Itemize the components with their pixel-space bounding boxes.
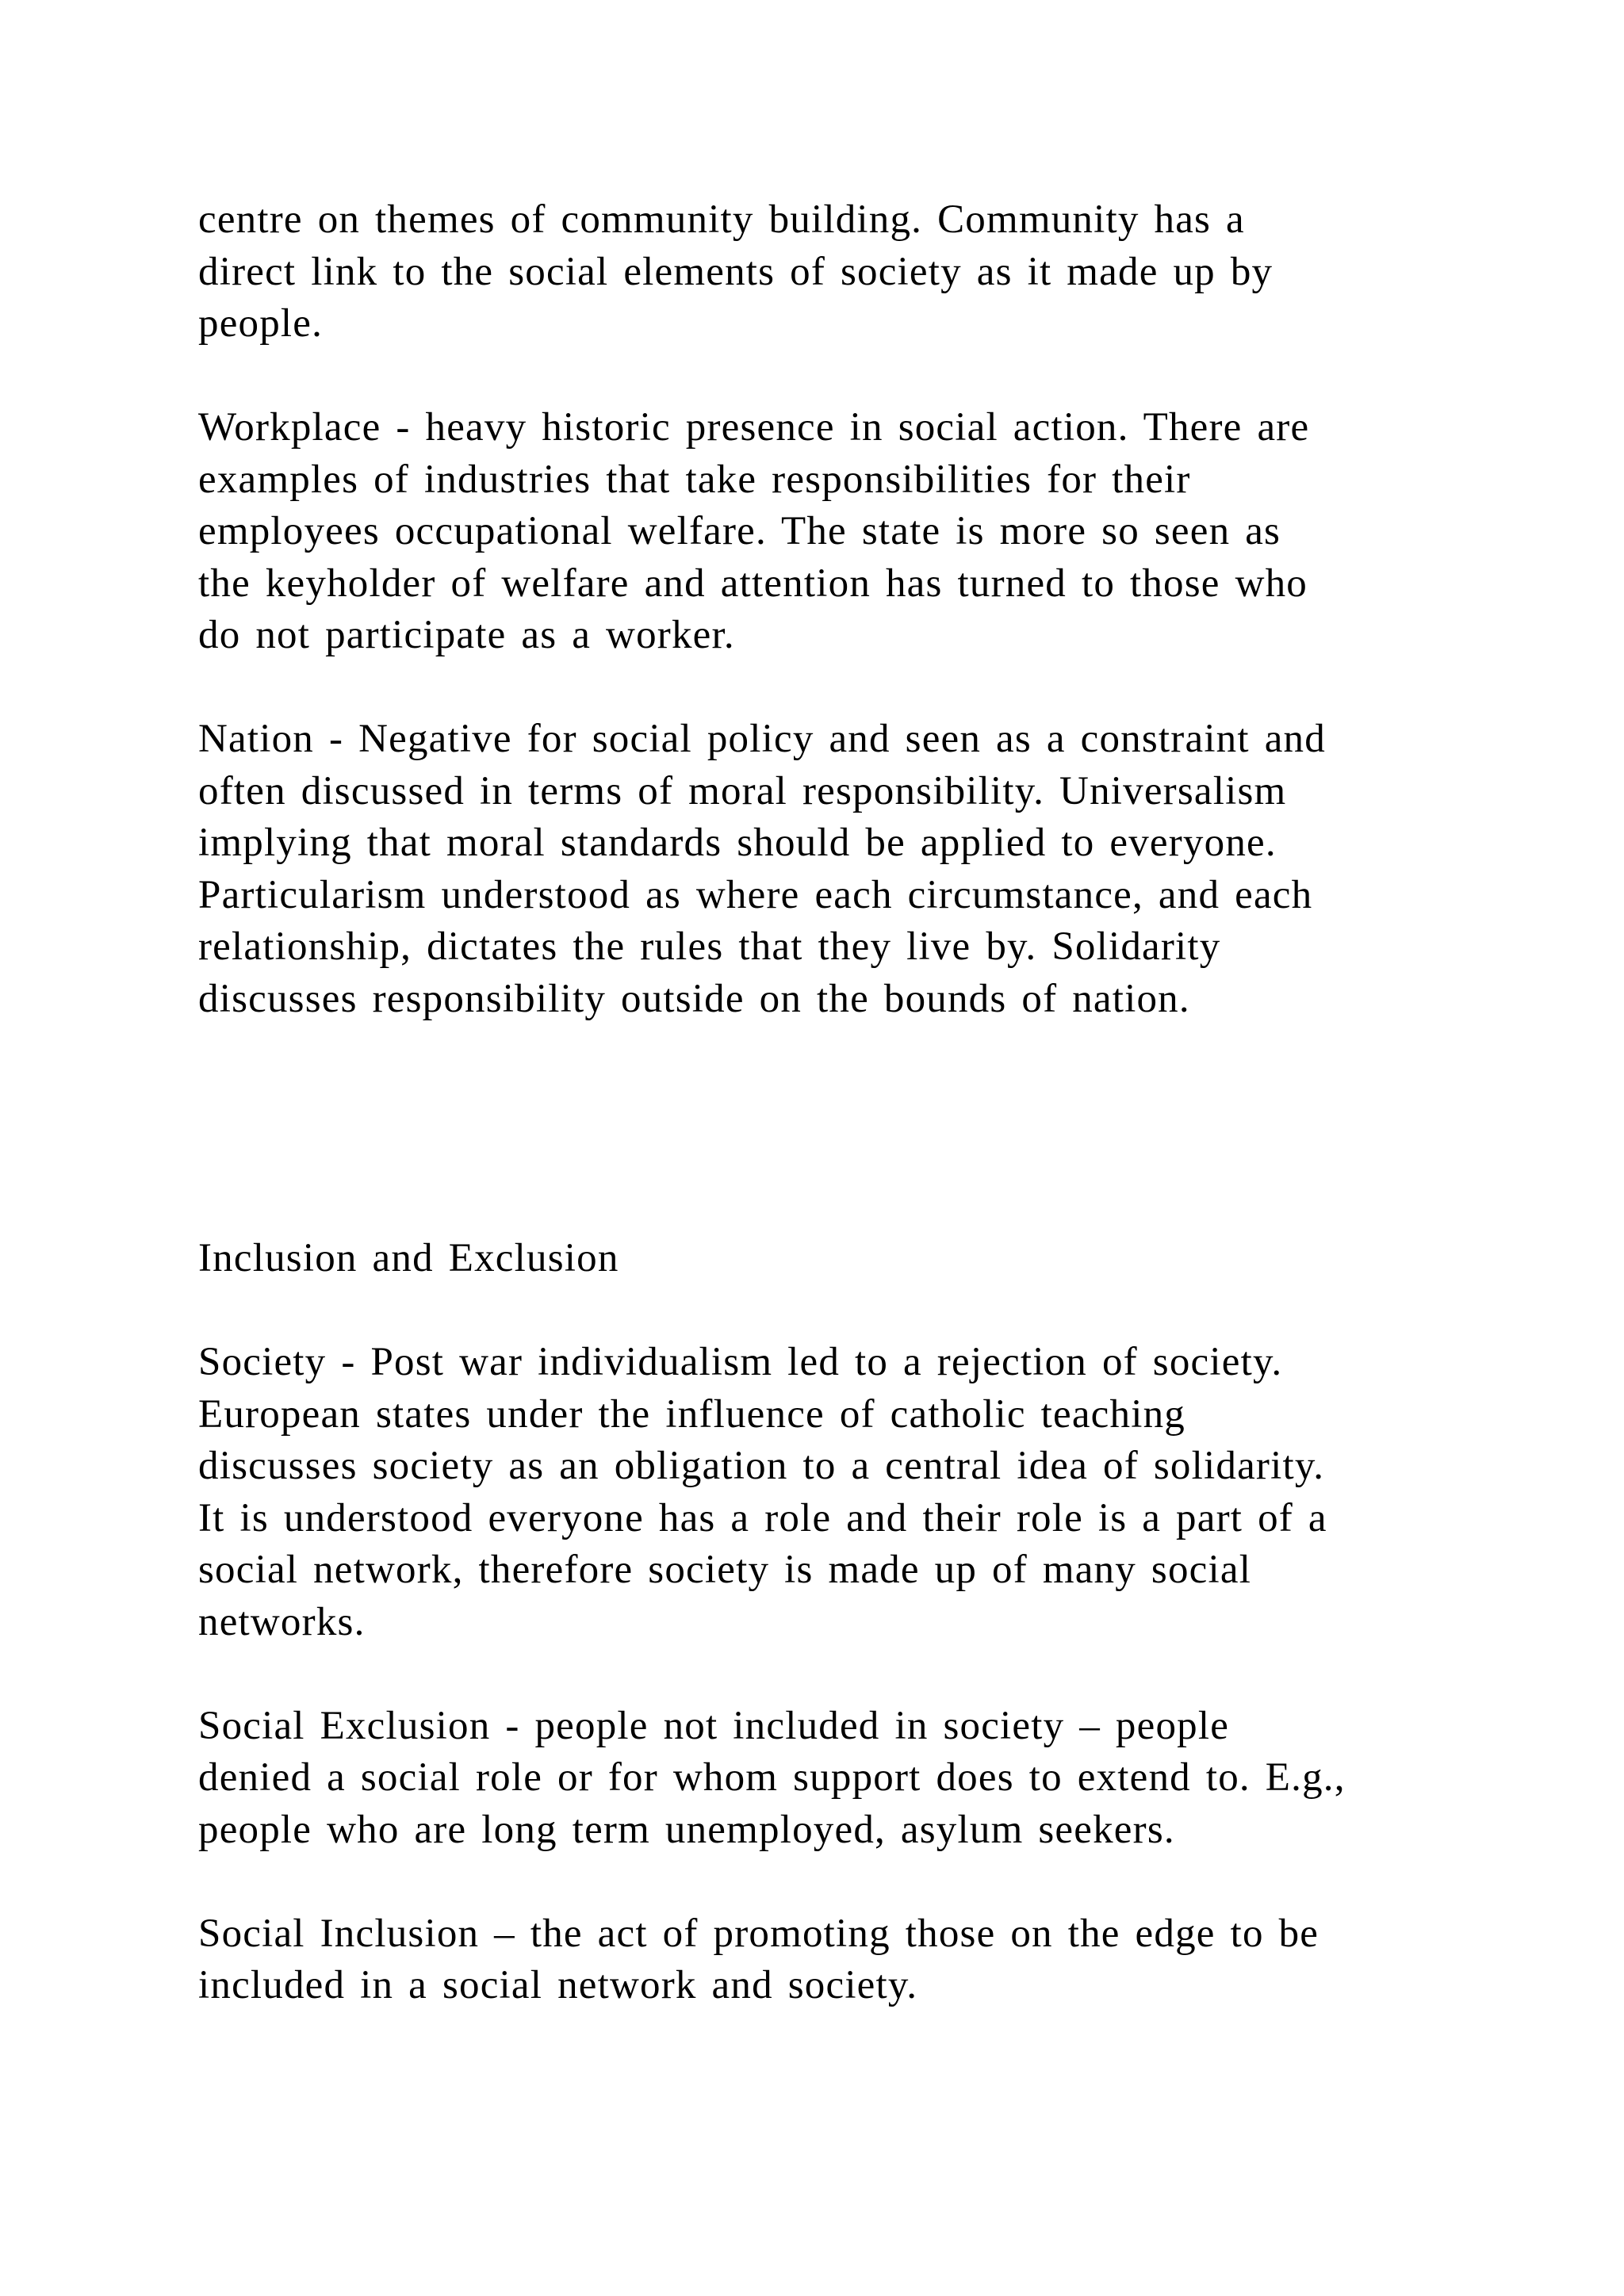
text-line: Particularism understood as where each circumstance, and each bbox=[198, 872, 1313, 917]
document-body bbox=[198, 194, 1435, 2064]
text-line: employees occupational welfare. The state is more so seen as bbox=[198, 509, 1281, 553]
text-line: Workplace - heavy historic presence in social action. There are bbox=[198, 405, 1310, 450]
text-line: often discussed in terms of moral responsibility. Universalism bbox=[198, 768, 1287, 813]
text-line: denied a social role or for whom support does to extend to. E.g., bbox=[198, 1755, 1346, 1800]
section-heading bbox=[198, 1233, 1435, 1285]
text-line: social network, therefore society is made up of many social bbox=[198, 1548, 1252, 1592]
text-line: discusses responsibility outside on the bounds of nation. bbox=[198, 976, 1190, 1021]
text-line: Social Exclusion - people not included in society – people bbox=[198, 1703, 1230, 1748]
text-line: relationship, dictates the rules that they live by. Solidarity bbox=[198, 924, 1221, 969]
text-line: do not participate as a worker. bbox=[198, 613, 735, 657]
text-line: implying that moral standards should be applied to everyone. bbox=[198, 821, 1277, 865]
text-line: European states under the influence of catholic teaching bbox=[198, 1391, 1185, 1437]
text-line: people who are long term unemployed, asylum seekers. bbox=[198, 1807, 1175, 1852]
paragraph-society bbox=[198, 1337, 1435, 1648]
text-line: Social Inclusion – the act of promoting those on the edge to be bbox=[198, 1911, 1320, 1956]
text-line: the keyholder of welfare and attention has turned to those who bbox=[198, 561, 1308, 606]
paragraph-workplace bbox=[198, 402, 1435, 662]
paragraph-nation bbox=[198, 714, 1435, 1025]
text-line: Society - Post war individualism led to a rejection of society. bbox=[198, 1340, 1283, 1384]
text-line: examples of industries that take responsibilities for their bbox=[198, 457, 1191, 502]
paragraph-community bbox=[198, 194, 1435, 350]
text-line: Nation - Negative for social policy and seen as a constraint and bbox=[198, 717, 1326, 761]
text-line: It is understood everyone has a role and their role is a part of a bbox=[198, 1495, 1327, 1540]
text-line: included in a social network and society. bbox=[198, 1963, 918, 2007]
text-line: centre on themes of community building. Community has a bbox=[198, 197, 1245, 242]
text-line: networks. bbox=[198, 1599, 366, 1644]
text-line: discusses society as an obligation to a central idea of solidarity. bbox=[198, 1444, 1325, 1488]
paragraph-social-inclusion bbox=[198, 1908, 1435, 2012]
text-line: people. bbox=[198, 301, 324, 346]
text-line: direct link to the social elements of society as it made up by bbox=[198, 249, 1274, 294]
section-heading-text: Inclusion and Exclusion bbox=[198, 1236, 619, 1280]
paragraph-social-exclusion bbox=[198, 1701, 1435, 1857]
